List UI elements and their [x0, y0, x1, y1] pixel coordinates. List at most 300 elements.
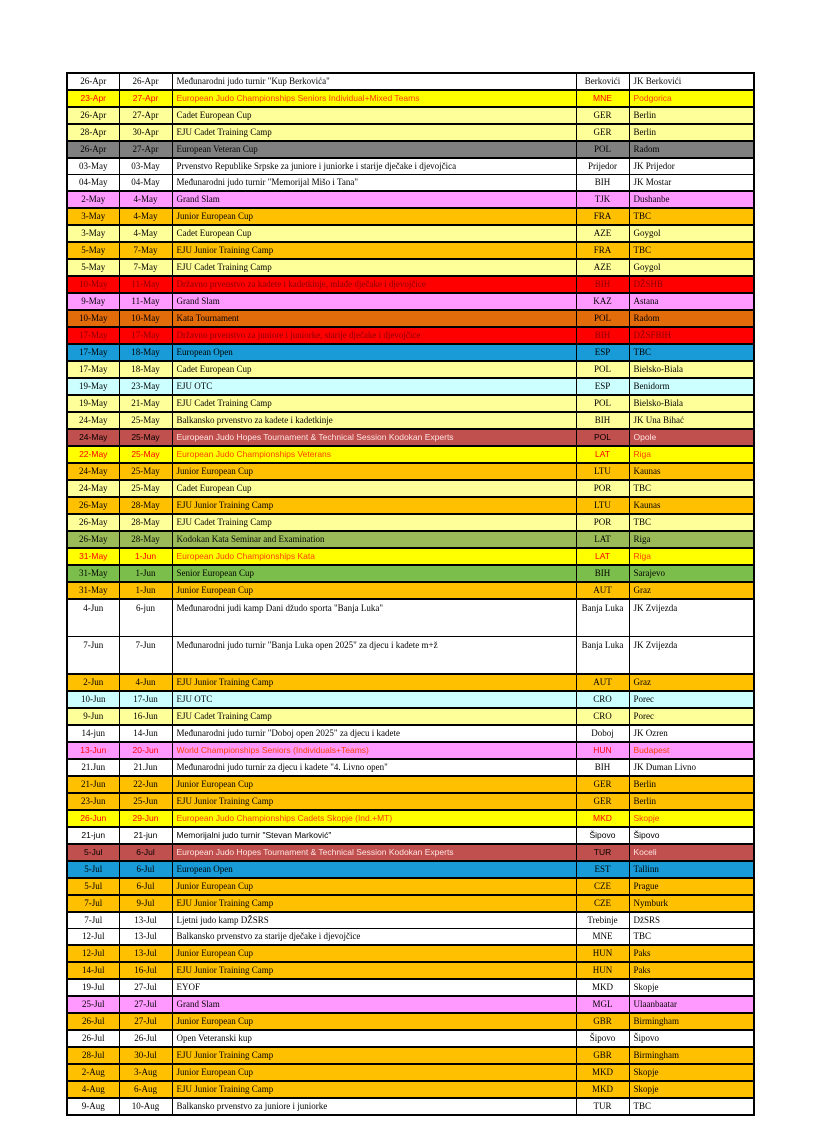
- cell-city: Skopje: [629, 1064, 754, 1081]
- cell-date-from: 04-May: [67, 175, 119, 192]
- cell-country: POL: [576, 395, 629, 412]
- cell-event-name: Cadet European Cup: [172, 361, 576, 378]
- cell-city: Benidorm: [629, 378, 754, 395]
- cell-date-to: 20-Jun: [119, 742, 172, 759]
- table-row: [67, 674, 754, 691]
- cell-date-to: 26-Jul: [119, 1030, 172, 1047]
- cell-date-to: 25-Jun: [119, 793, 172, 810]
- cell-date-to: 30-Jul: [119, 1047, 172, 1064]
- cell-city: TBC: [629, 344, 754, 361]
- cell-date-to: 23-May: [119, 378, 172, 395]
- cell-date-to: 25-May: [119, 480, 172, 497]
- cell-date-to: 6-Jul: [119, 878, 172, 895]
- cell-date-from: 12-Jul: [67, 945, 119, 962]
- cell-date-to: 18-May: [119, 344, 172, 361]
- cell-date-to: 4-May: [119, 191, 172, 208]
- cell-city: DžSRS: [629, 912, 754, 929]
- cell-event-name: European Judo Championships Veterans: [172, 446, 576, 463]
- cell-date-to: 28-May: [119, 497, 172, 514]
- cell-city: Skopje: [629, 979, 754, 996]
- table-row: [67, 175, 754, 192]
- cell-date-from: 12-Jul: [67, 929, 119, 946]
- cell-event-name: Kodokan Kata Seminar and Examination: [172, 531, 576, 548]
- cell-event-name: Cadet European Cup: [172, 225, 576, 242]
- cell-date-from: 21.Jun: [67, 759, 119, 776]
- cell-date-from: 5-Jul: [67, 861, 119, 878]
- cell-city: Radom: [629, 141, 754, 158]
- cell-date-to: 1-Jun: [119, 565, 172, 582]
- cell-date-from: 7-Jul: [67, 912, 119, 929]
- events-table-body: [67, 73, 754, 1115]
- cell-city: Budapest: [629, 742, 754, 759]
- cell-country: POR: [576, 480, 629, 497]
- cell-event-name: Prvenstvo Republike Srpske za juniore i juniorke i starije dječake i djevojčica: [172, 158, 576, 175]
- cell-country: POL: [576, 310, 629, 327]
- cell-event-name: Međunarodni judi kamp Dani džudo sporta "Banja Luka": [172, 599, 576, 637]
- cell-date-from: 21-jun: [67, 827, 119, 844]
- cell-date-to: 13-Jul: [119, 929, 172, 946]
- cell-city: Šipovo: [629, 1030, 754, 1047]
- cell-country: ESP: [576, 344, 629, 361]
- cell-country: MGL: [576, 996, 629, 1013]
- cell-date-to: 4-May: [119, 208, 172, 225]
- cell-country: HUN: [576, 945, 629, 962]
- cell-date-from: 7-Jun: [67, 637, 119, 675]
- table-row: [67, 446, 754, 463]
- cell-date-from: 28-Apr: [67, 124, 119, 141]
- cell-event-name: European Open: [172, 344, 576, 361]
- cell-event-name: EJU Cadet Training Camp: [172, 395, 576, 412]
- table-row: [67, 1047, 754, 1064]
- cell-city: Riga: [629, 531, 754, 548]
- cell-city: Skopje: [629, 810, 754, 827]
- cell-date-to: 1-Jun: [119, 548, 172, 565]
- table-row: [67, 861, 754, 878]
- cell-country: KAZ: [576, 293, 629, 310]
- table-row: [67, 191, 754, 208]
- cell-country: GBR: [576, 1047, 629, 1064]
- cell-city: Goygol: [629, 259, 754, 276]
- table-row: [67, 708, 754, 725]
- cell-event-name: Međunarodni judo turnir "Kup Berkovića": [172, 73, 576, 90]
- cell-date-to: 4-Jun: [119, 674, 172, 691]
- cell-city: JK Prijedor: [629, 158, 754, 175]
- cell-date-to: 27-Apr: [119, 90, 172, 107]
- cell-event-name: Junior European Cup: [172, 463, 576, 480]
- cell-date-to: 4-May: [119, 225, 172, 242]
- table-row: [67, 293, 754, 310]
- cell-city: DŽSFBIH: [629, 327, 754, 344]
- table-row: [67, 878, 754, 895]
- cell-country: LAT: [576, 548, 629, 565]
- table-row: [67, 276, 754, 293]
- table-row: [67, 962, 754, 979]
- table-row: [67, 912, 754, 929]
- cell-date-to: 7-May: [119, 242, 172, 259]
- cell-country: TUR: [576, 844, 629, 861]
- cell-date-to: 21-May: [119, 395, 172, 412]
- cell-city: Paks: [629, 945, 754, 962]
- table-row: [67, 895, 754, 912]
- cell-country: AZE: [576, 225, 629, 242]
- cell-event-name: Državno prvenstvo za juniore i juniorke, starije dječake i djevojčice: [172, 327, 576, 344]
- cell-event-name: Međunarodni judo turnir "Doboj open 2025" za djecu i kadete: [172, 725, 576, 742]
- cell-country: BIH: [576, 276, 629, 293]
- cell-country: MKD: [576, 810, 629, 827]
- cell-event-name: EJU OTC: [172, 378, 576, 395]
- cell-date-from: 24-May: [67, 463, 119, 480]
- table-row: [67, 996, 754, 1013]
- table-row: [67, 158, 754, 175]
- table-row: [67, 810, 754, 827]
- cell-date-to: 10-Aug: [119, 1098, 172, 1115]
- cell-date-to: 04-May: [119, 175, 172, 192]
- cell-event-name: Grand Slam: [172, 996, 576, 1013]
- cell-event-name: European Judo Hopes Tournament & Technical Session Kodokan Experts: [172, 429, 576, 446]
- table-row: [67, 141, 754, 158]
- cell-event-name: EJU Junior Training Camp: [172, 895, 576, 912]
- cell-country: BIH: [576, 175, 629, 192]
- cell-date-from: 24-May: [67, 429, 119, 446]
- cell-date-from: 26-Jul: [67, 1013, 119, 1030]
- cell-event-name: EJU Junior Training Camp: [172, 962, 576, 979]
- cell-country: Trebinje: [576, 912, 629, 929]
- cell-country: Šipovo: [576, 827, 629, 844]
- cell-date-from: 23-Apr: [67, 90, 119, 107]
- cell-date-to: 11-May: [119, 276, 172, 293]
- cell-date-from: 31-May: [67, 548, 119, 565]
- cell-country: POR: [576, 514, 629, 531]
- cell-city: Sarajevo: [629, 565, 754, 582]
- cell-date-to: 03-May: [119, 158, 172, 175]
- cell-country: CZE: [576, 895, 629, 912]
- table-row: [67, 776, 754, 793]
- cell-city: JK Mostar: [629, 175, 754, 192]
- cell-country: GER: [576, 107, 629, 124]
- cell-event-name: EJU Junior Training Camp: [172, 497, 576, 514]
- cell-city: Šipovo: [629, 827, 754, 844]
- cell-country: FRA: [576, 242, 629, 259]
- cell-city: Kaunas: [629, 463, 754, 480]
- cell-country: LAT: [576, 531, 629, 548]
- cell-country: POL: [576, 361, 629, 378]
- table-row: [67, 1030, 754, 1047]
- table-row: [67, 742, 754, 759]
- cell-country: AUT: [576, 582, 629, 599]
- cell-event-name: European Judo Championships Cadets Skopje (Ind.+MT): [172, 810, 576, 827]
- cell-date-from: 19-Jul: [67, 979, 119, 996]
- cell-date-to: 13-Jul: [119, 912, 172, 929]
- cell-city: DŽSHB: [629, 276, 754, 293]
- table-row: [67, 395, 754, 412]
- cell-event-name: Balkansko prvenstvo za starije dječake i djevojčice: [172, 929, 576, 946]
- cell-country: Berkovići: [576, 73, 629, 90]
- cell-date-to: 16-Jun: [119, 708, 172, 725]
- table-row: [67, 310, 754, 327]
- cell-city: Ulaanbaatar: [629, 996, 754, 1013]
- cell-date-to: 27-Jul: [119, 996, 172, 1013]
- table-row: [67, 361, 754, 378]
- cell-city: TBC: [629, 480, 754, 497]
- cell-event-name: European Judo Hopes Tournament & Technical Session Kodokan Experts: [172, 844, 576, 861]
- cell-city: Skopje: [629, 1081, 754, 1098]
- cell-city: JK Zvijezda: [629, 637, 754, 675]
- table-row: [67, 691, 754, 708]
- cell-country: CRO: [576, 691, 629, 708]
- cell-event-name: European Open: [172, 861, 576, 878]
- cell-date-from: 13-Jun: [67, 742, 119, 759]
- cell-date-from: 24-May: [67, 412, 119, 429]
- cell-date-from: 2-Aug: [67, 1064, 119, 1081]
- cell-date-from: 5-May: [67, 259, 119, 276]
- cell-city: JK Zvijezda: [629, 599, 754, 637]
- cell-event-name: European Veteran Cup: [172, 141, 576, 158]
- cell-country: GER: [576, 124, 629, 141]
- cell-event-name: Ljetni judo kamp DŽSRS: [172, 912, 576, 929]
- cell-city: TBC: [629, 1098, 754, 1115]
- cell-event-name: EJU Cadet Training Camp: [172, 259, 576, 276]
- cell-date-from: 19-May: [67, 395, 119, 412]
- events-table: [66, 72, 755, 1116]
- cell-date-to: 27-Apr: [119, 141, 172, 158]
- cell-country: BIH: [576, 327, 629, 344]
- cell-date-from: 19-May: [67, 378, 119, 395]
- cell-city: Astana: [629, 293, 754, 310]
- cell-country: AUT: [576, 674, 629, 691]
- table-row: [67, 1098, 754, 1115]
- cell-date-to: 7-Jun: [119, 637, 172, 675]
- cell-city: Bielsko-Biala: [629, 395, 754, 412]
- table-row: [67, 979, 754, 996]
- cell-country: GER: [576, 776, 629, 793]
- cell-country: AZE: [576, 259, 629, 276]
- cell-date-from: 21-Jun: [67, 776, 119, 793]
- cell-date-from: 5-May: [67, 242, 119, 259]
- cell-date-from: 17-May: [67, 344, 119, 361]
- cell-date-to: 30-Apr: [119, 124, 172, 141]
- cell-city: Tallinn: [629, 861, 754, 878]
- cell-date-to: 27-Jul: [119, 979, 172, 996]
- cell-city: TBC: [629, 242, 754, 259]
- cell-date-from: 26-Apr: [67, 141, 119, 158]
- cell-date-from: 22-May: [67, 446, 119, 463]
- cell-city: Graz: [629, 582, 754, 599]
- cell-city: JK Duman Livno: [629, 759, 754, 776]
- cell-date-to: 27-Jul: [119, 1013, 172, 1030]
- cell-country: CRO: [576, 708, 629, 725]
- cell-date-from: 2-May: [67, 191, 119, 208]
- cell-event-name: EJU Cadet Training Camp: [172, 514, 576, 531]
- cell-country: Banja Luka: [576, 637, 629, 675]
- cell-city: Porec: [629, 708, 754, 725]
- cell-date-to: 7-May: [119, 259, 172, 276]
- cell-date-from: 4-Jun: [67, 599, 119, 637]
- cell-city: TBC: [629, 929, 754, 946]
- table-row: [67, 90, 754, 107]
- cell-city: Kaunas: [629, 497, 754, 514]
- table-row: [67, 844, 754, 861]
- cell-city: Koceli: [629, 844, 754, 861]
- cell-country: CZE: [576, 878, 629, 895]
- cell-date-from: 10-May: [67, 276, 119, 293]
- cell-date-to: 25-May: [119, 463, 172, 480]
- cell-date-to: 10-May: [119, 310, 172, 327]
- cell-event-name: Balkansko prvenstvo za kadete i kadetkinje: [172, 412, 576, 429]
- cell-city: Porec: [629, 691, 754, 708]
- cell-event-name: Memorijalni judo turnir "Stevan Marković": [172, 827, 576, 844]
- cell-date-to: 6-Jul: [119, 861, 172, 878]
- cell-date-from: 7-Jul: [67, 895, 119, 912]
- cell-event-name: Junior European Cup: [172, 1064, 576, 1081]
- cell-date-from: 26-Apr: [67, 73, 119, 90]
- table-row: [67, 412, 754, 429]
- cell-date-to: 17-Jun: [119, 691, 172, 708]
- cell-country: MKD: [576, 1064, 629, 1081]
- cell-event-name: Međunarodni judo turnir za djecu i kadete "4. Livno open": [172, 759, 576, 776]
- cell-city: Radom: [629, 310, 754, 327]
- cell-event-name: Cadet European Cup: [172, 107, 576, 124]
- table-row: [67, 637, 754, 675]
- table-row: [67, 259, 754, 276]
- cell-country: TUR: [576, 1098, 629, 1115]
- table-row: [67, 725, 754, 742]
- cell-country: GBR: [576, 1013, 629, 1030]
- cell-date-from: 23-Jun: [67, 793, 119, 810]
- cell-date-from: 4-Aug: [67, 1081, 119, 1098]
- table-row: [67, 429, 754, 446]
- cell-date-to: 21.Jun: [119, 759, 172, 776]
- table-row: [67, 565, 754, 582]
- cell-country: LTU: [576, 497, 629, 514]
- cell-date-from: 28-Jul: [67, 1047, 119, 1064]
- cell-date-from: 17-May: [67, 361, 119, 378]
- cell-country: GER: [576, 793, 629, 810]
- cell-city: JK Berkovići: [629, 73, 754, 90]
- table-row: [67, 344, 754, 361]
- table-row: [67, 225, 754, 242]
- cell-date-from: 5-Jul: [67, 878, 119, 895]
- cell-date-from: 10-Jun: [67, 691, 119, 708]
- cell-city: Goygol: [629, 225, 754, 242]
- cell-city: Graz: [629, 674, 754, 691]
- cell-date-from: 10-May: [67, 310, 119, 327]
- table-row: [67, 242, 754, 259]
- cell-date-from: 24-May: [67, 480, 119, 497]
- cell-date-from: 26-Jun: [67, 810, 119, 827]
- cell-date-to: 18-May: [119, 361, 172, 378]
- table-row: [67, 327, 754, 344]
- cell-date-from: 9-Aug: [67, 1098, 119, 1115]
- cell-city: JK Ozren: [629, 725, 754, 742]
- cell-city: JK Una Bihać: [629, 412, 754, 429]
- table-row: [67, 945, 754, 962]
- cell-country: Banja Luka: [576, 599, 629, 637]
- cell-date-from: 26-Jul: [67, 1030, 119, 1047]
- cell-date-to: 27-Apr: [119, 107, 172, 124]
- cell-date-to: 14-Jun: [119, 725, 172, 742]
- cell-city: Birmingham: [629, 1013, 754, 1030]
- cell-event-name: EJU Cadet Training Camp: [172, 708, 576, 725]
- cell-date-from: 31-May: [67, 582, 119, 599]
- cell-date-from: 26-Apr: [67, 107, 119, 124]
- cell-country: ESP: [576, 378, 629, 395]
- table-row: [67, 497, 754, 514]
- cell-event-name: European Judo Championships Seniors Individual+Mixed Teams: [172, 90, 576, 107]
- cell-event-name: Junior European Cup: [172, 945, 576, 962]
- table-row: [67, 827, 754, 844]
- cell-event-name: World Championships Seniors (Individuals+Teams): [172, 742, 576, 759]
- cell-event-name: EJU Junior Training Camp: [172, 242, 576, 259]
- cell-date-to: 6-Aug: [119, 1081, 172, 1098]
- cell-date-to: 13-Jul: [119, 945, 172, 962]
- table-row: [67, 378, 754, 395]
- cell-date-from: 26-May: [67, 531, 119, 548]
- table-row: [67, 531, 754, 548]
- cell-date-from: 31-May: [67, 565, 119, 582]
- cell-date-from: 2-Jun: [67, 674, 119, 691]
- table-row: [67, 1013, 754, 1030]
- cell-city: Berlin: [629, 793, 754, 810]
- cell-city: Opole: [629, 429, 754, 446]
- cell-event-name: Balkansko prvenstvo za juniore i juniorke: [172, 1098, 576, 1115]
- cell-country: Šipovo: [576, 1030, 629, 1047]
- cell-date-to: 26-Apr: [119, 73, 172, 90]
- cell-event-name: European Judo Championships Kata: [172, 548, 576, 565]
- cell-country: Prijedor: [576, 158, 629, 175]
- cell-event-name: Međunarodni judo turnir "Banja Luka open 2025" za djecu i kadete m+ž: [172, 637, 576, 675]
- cell-city: Riga: [629, 446, 754, 463]
- table-row: [67, 793, 754, 810]
- cell-city: Berlin: [629, 124, 754, 141]
- cell-country: POL: [576, 141, 629, 158]
- cell-event-name: Junior European Cup: [172, 878, 576, 895]
- cell-date-to: 1-Jun: [119, 582, 172, 599]
- cell-city: Birmingham: [629, 1047, 754, 1064]
- cell-event-name: EJU Cadet Training Camp: [172, 124, 576, 141]
- table-row: [67, 514, 754, 531]
- cell-event-name: Međunarodni judo turnir "Memorijal Mišo i Tana": [172, 175, 576, 192]
- table-row: [67, 208, 754, 225]
- cell-date-to: 6-Jul: [119, 844, 172, 861]
- cell-date-to: 25-May: [119, 446, 172, 463]
- cell-country: LTU: [576, 463, 629, 480]
- cell-country: MNE: [576, 90, 629, 107]
- table-row: [67, 124, 754, 141]
- cell-country: LAT: [576, 446, 629, 463]
- cell-date-from: 25-Jul: [67, 996, 119, 1013]
- cell-country: BIH: [576, 759, 629, 776]
- cell-city: Podgorica: [629, 90, 754, 107]
- cell-event-name: Junior European Cup: [172, 208, 576, 225]
- cell-date-to: 28-May: [119, 514, 172, 531]
- cell-date-to: 25-May: [119, 412, 172, 429]
- cell-date-from: 9-May: [67, 293, 119, 310]
- table-row: [67, 463, 754, 480]
- cell-date-to: 22-Jun: [119, 776, 172, 793]
- table-row: [67, 480, 754, 497]
- cell-date-from: 03-May: [67, 158, 119, 175]
- cell-date-from: 3-May: [67, 208, 119, 225]
- cell-event-name: Cadet European Cup: [172, 480, 576, 497]
- cell-event-name: Grand Slam: [172, 293, 576, 310]
- cell-city: TBC: [629, 514, 754, 531]
- cell-date-from: 9-Jun: [67, 708, 119, 725]
- cell-date-from: 14-Jul: [67, 962, 119, 979]
- cell-city: Nymburk: [629, 895, 754, 912]
- cell-event-name: Državno prvenstvo za kadete i kadetkinje, mlađe dječake i djevojčice: [172, 276, 576, 293]
- cell-date-to: 16-Jul: [119, 962, 172, 979]
- cell-country: POL: [576, 429, 629, 446]
